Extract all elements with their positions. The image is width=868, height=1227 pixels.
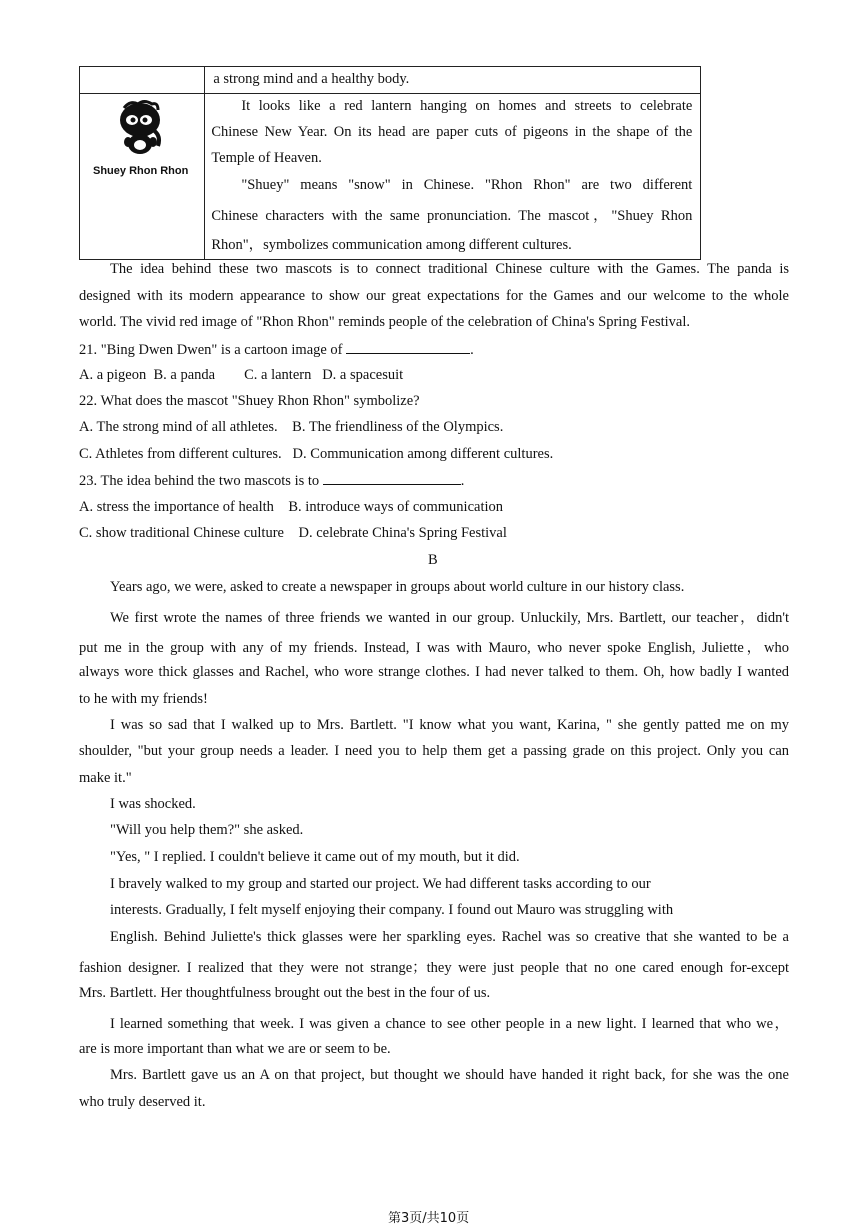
passage-b-line-12: I bravely walked to my group and started our project. We had different tasks according to our — [110, 876, 651, 892]
question-21-options: A. a pigeon B. a panda C. a lantern D. a spacesuit — [79, 367, 404, 383]
passage-a-line-1: The idea behind these two mascots is to connect traditional Chinese culture with the Games. The panda is — [110, 261, 789, 277]
passage-a-line-2: designed with its modern appearance to show our great expectations for the Games and our welcome to the whole — [79, 288, 789, 304]
question-23-options-ab: A. stress the importance of health B. introduce ways of communication — [79, 499, 504, 515]
question-22: 22. What does the mascot "Shuey Rhon Rhon" symbolize? — [79, 393, 420, 409]
question-23-end: . — [460, 473, 465, 489]
passage-b-line-3: put me in the group with any of my friends. Instead, I was with Mauro, who never spoke English, Juliette，who — [79, 640, 789, 656]
passage-b-line-4: always wore thick glasses and Rachel, who wore strange clothes. I had never talked to them. Oh, how badly I wanted — [79, 664, 789, 680]
question-23 — [79, 472, 464, 490]
desc-line-1: It looks like a red lantern hanging on homes and streets to celebrate — [241, 98, 693, 114]
passage-a-line-3: world. The vivid red image of "Rhon Rhon" reminds people of the celebration of China's Spring Festival. — [79, 314, 690, 330]
passage-b-line-9: I was shocked. — [110, 796, 196, 812]
question-22-options-cd: C. Athletes from different cultures. D. Communication among different cultures. — [79, 446, 554, 462]
passage-b-line-16: Mrs. Bartlett. Her thoughtfulness brought out the best in the four of us. — [79, 985, 491, 1001]
passage-b-line-10: "Will you help them?" she asked. — [110, 822, 304, 838]
answer-blank-23[interactable] — [323, 472, 461, 485]
section-b-heading: B — [428, 552, 438, 568]
passage-b-line-20: who truly deserved it. — [79, 1094, 206, 1110]
question-21-end: . — [470, 342, 474, 358]
passage-b-line-7: shoulder, "but your group needs a leader. I need you to help them get a passing grade on this project. Only you can — [79, 743, 789, 759]
passage-b-line-14: English. Behind Juliette's thick glasses were her sparkling eyes. Rachel was so creative that she wanted to be a — [110, 929, 789, 945]
passage-b-line-5: to he with my friends! — [79, 691, 208, 707]
passage-b-line-17: I learned something that week. I was given a chance to see other people in a new light. I learned that who we， — [110, 1016, 789, 1032]
table-row1-text: a strong mind and a healthy body. — [213, 71, 410, 87]
mascot-image-cell — [80, 94, 205, 260]
question-22-options-ab: A. The strong mind of all athletes. B. The friendliness of the Olympics. — [79, 419, 504, 435]
mascot-description-cell — [205, 94, 701, 260]
desc-line-4: "Shuey" means "snow" in Chinese. "Rhon Rhon" are two different — [241, 177, 693, 193]
passage-b-line-13: interests. Gradually, I felt myself enjoying their company. I found out Mauro was struggling with — [110, 902, 674, 918]
desc-line-6: Rhon"，symbolizes communication among different cultures. — [211, 237, 572, 253]
page-number-footer: 第3页/共10页 — [388, 1211, 470, 1226]
passage-b-line-8: make it." — [79, 770, 132, 786]
desc-line-5: Chinese characters with the same pronunciation. The mascot，"Shuey Rhon — [211, 208, 693, 224]
passage-b-line-18: are is more important than what we are or seem to be. — [79, 1041, 391, 1057]
passage-b-line-19: Mrs. Bartlett gave us an A on that project, but thought we should have handed it right back, for she was the one — [110, 1067, 789, 1083]
table-cell-text — [205, 67, 701, 94]
desc-line-2: Chinese New Year. On its head are paper cuts of pigeons in the shape of the — [211, 124, 693, 140]
question-23-options-cd: C. show traditional Chinese culture D. celebrate China's Spring Festival — [79, 525, 507, 541]
passage-b-line-6: I was so sad that I walked up to Mrs. Bartlett. "I know what you want, Karina, " she gently patted me on my — [110, 717, 789, 733]
question-21 — [79, 341, 474, 359]
table-cell-empty — [80, 67, 205, 94]
question-21-stem: 21. "Bing Dwen Dwen" is a cartoon image of — [79, 342, 343, 358]
mascot-label: Shuey Rhon Rhon — [93, 165, 189, 177]
passage-b-line-2: We first wrote the names of three friends we wanted in our group. Unluckily, Mrs. Bartlett, our teacher，didn't — [110, 610, 789, 626]
answer-blank-21[interactable] — [346, 341, 470, 354]
passage-b-line-11: "Yes, " I replied. I couldn't believe it came out of my mouth, but it did. — [110, 849, 520, 865]
question-23-stem: 23. The idea behind the two mascots is to — [79, 473, 320, 489]
mascot-table — [79, 66, 701, 260]
desc-line-3: Temple of Heaven. — [211, 150, 322, 166]
passage-b-line-1: Years ago, we were, asked to create a newspaper in groups about world culture in our history class. — [110, 579, 685, 595]
shuey-rhon-rhon-mascot-image — [110, 98, 174, 162]
passage-b-line-15: fashion designer. I realized that they were not strange；they were just people that no one cared enough for-except — [79, 960, 789, 976]
